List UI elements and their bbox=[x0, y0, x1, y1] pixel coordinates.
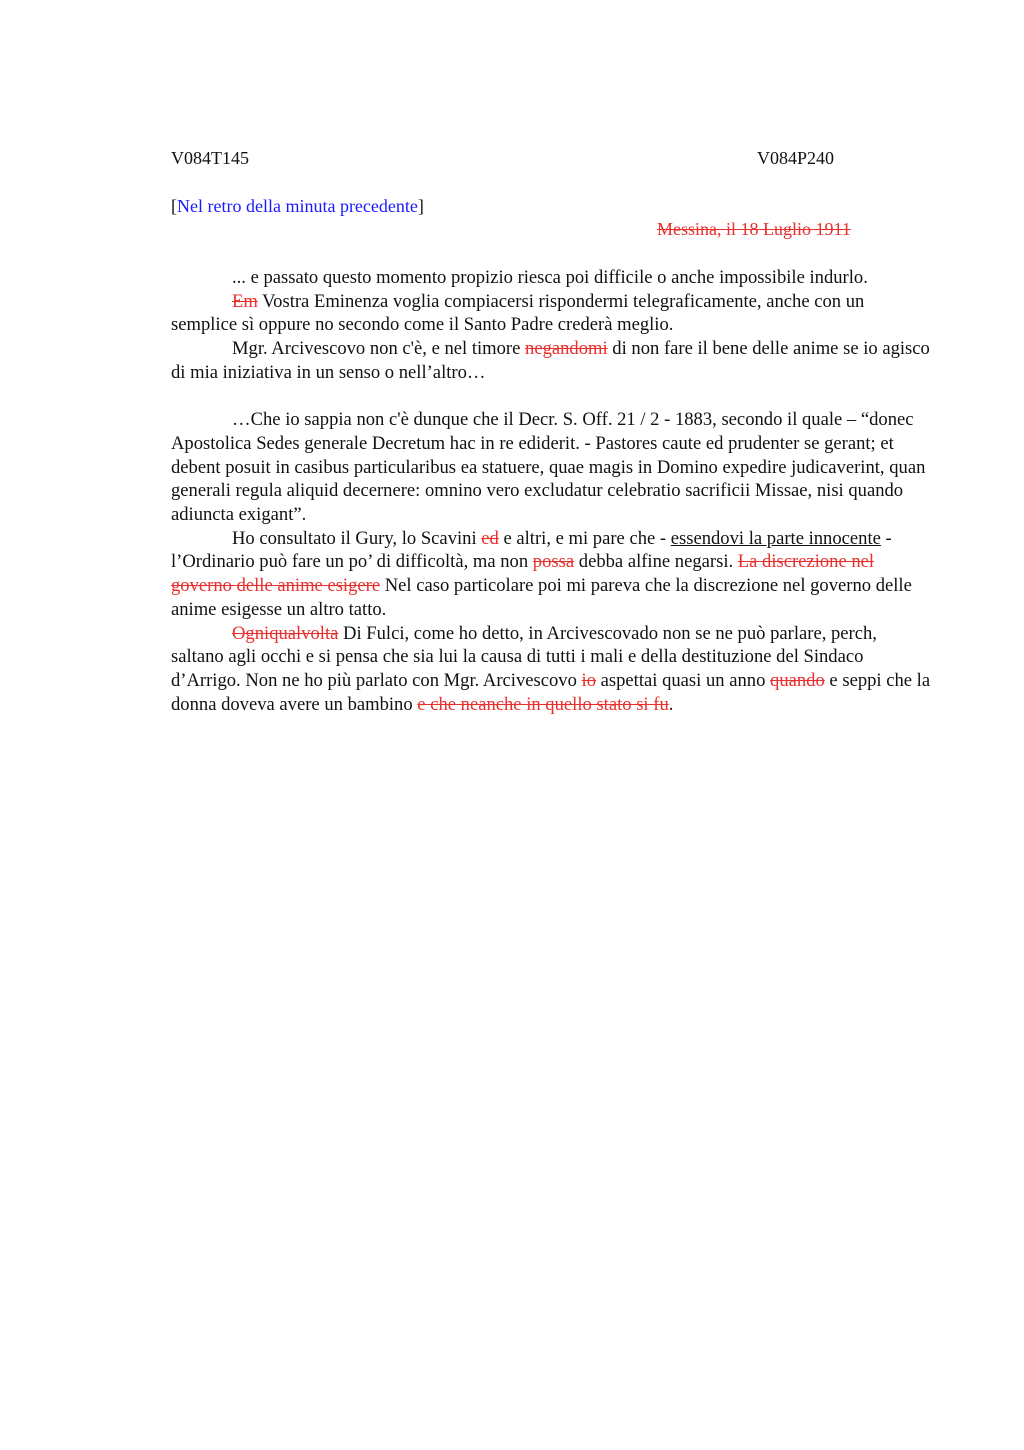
paragraph-6-text-c: e seppi che la donna doveva avere un bambino bbox=[171, 669, 931, 715]
deleted-word: Em bbox=[232, 290, 258, 312]
editor-note-open-bracket: [ bbox=[171, 196, 177, 216]
deleted-word: Ogniqualvolta bbox=[232, 622, 339, 644]
paragraph-5-text-b: e altri, e mi pare che - bbox=[498, 527, 671, 549]
deleted-word: io bbox=[581, 669, 596, 691]
editor-note bbox=[171, 196, 424, 217]
paragraph-3-text-b: di non fare il bene delle anime se io agisco di mia iniziativa in un senso o nell’altro… bbox=[171, 338, 930, 383]
paragraph-3-text-a: Mgr. Arcivescovo non c'è, e nel timore bbox=[232, 338, 526, 360]
deleted-phrase: e che neanche in quello stato si fu bbox=[417, 693, 669, 715]
paragraph-6-text-b: aspettai quasi un anno bbox=[596, 669, 771, 691]
paragraph-5-text-c: - l’Ordinario può fare un po’ di difficoltà, ma non bbox=[171, 527, 892, 573]
paragraph-5-text-e: Nel caso particolare poi mi pareva che la discrezione nel governo delle anime esigesse un altro tatto. bbox=[171, 575, 912, 620]
paragraph-2-text: Vostra Eminenza voglia compiacersi rispondermi telegraficamente, anche con un semplice sì oppure no secondo come il Santo Padre crederà meglio. bbox=[171, 290, 865, 336]
deleted-word: negandomi bbox=[525, 338, 608, 360]
editor-note-close-bracket: ] bbox=[417, 196, 424, 216]
deleted-word: ed bbox=[481, 527, 499, 549]
paragraph-5-text-a: Ho consultato il Gury, lo Scavini bbox=[232, 527, 482, 549]
paragraph-6-end: . bbox=[668, 693, 674, 715]
deleted-phrase: La discrezione nel governo delle anime esigere bbox=[171, 551, 875, 597]
deleted-word: possa bbox=[532, 551, 575, 573]
deleted-word: quando bbox=[770, 669, 825, 691]
paragraph-1: ... e passato questo momento propizio riesca poi difficile o anche impossibile indurlo. bbox=[232, 267, 868, 288]
letter-body bbox=[171, 266, 931, 716]
underlined-phrase: essendovi la parte innocente bbox=[670, 527, 881, 549]
editor-note-text: Nel retro della minuta precedente bbox=[177, 196, 418, 216]
paragraph-5-text-d: debba alfine negarsi. bbox=[574, 551, 738, 573]
paragraph-3 bbox=[171, 337, 931, 384]
paragraph-4: …Che io sappia non c'è dunque che il Decr. S. Off. 21 / 2 - 1883, secondo il quale – “donec Apostolica Sedes generale Decretum hac in re ediderit. - Pastores caute ed prudenter se gerant; et debent posuit in casibus particularibus ea statuere, quae magis in Domino expedire judicaverint, quan generali regula aliquid decernere: omnino vero excludatur celebratio sacrificii Missae, nisi quando adiuncta exigant”. bbox=[171, 409, 926, 526]
deleted-date-line: Messina, il 18 Luglio 1911 bbox=[657, 219, 851, 239]
paragraph-5 bbox=[171, 527, 931, 622]
paragraph-2 bbox=[171, 290, 931, 337]
paragraph-6-text-a: Di Fulci, come ho detto, in Arcivescovado non se ne può parlare, perch, saltano agli occhi e si pensa che sia lui la causa di tutti i mali e della destituzione del Sindaco d’Arrigo. Non ne ho più parlato con Mgr. Arcivescovo bbox=[171, 622, 877, 691]
document-code-right: V084P240 bbox=[757, 148, 835, 168]
paragraph-6 bbox=[171, 622, 931, 717]
document-code-left: V084T145 bbox=[171, 148, 249, 168]
paragraph-gap bbox=[171, 385, 931, 409]
